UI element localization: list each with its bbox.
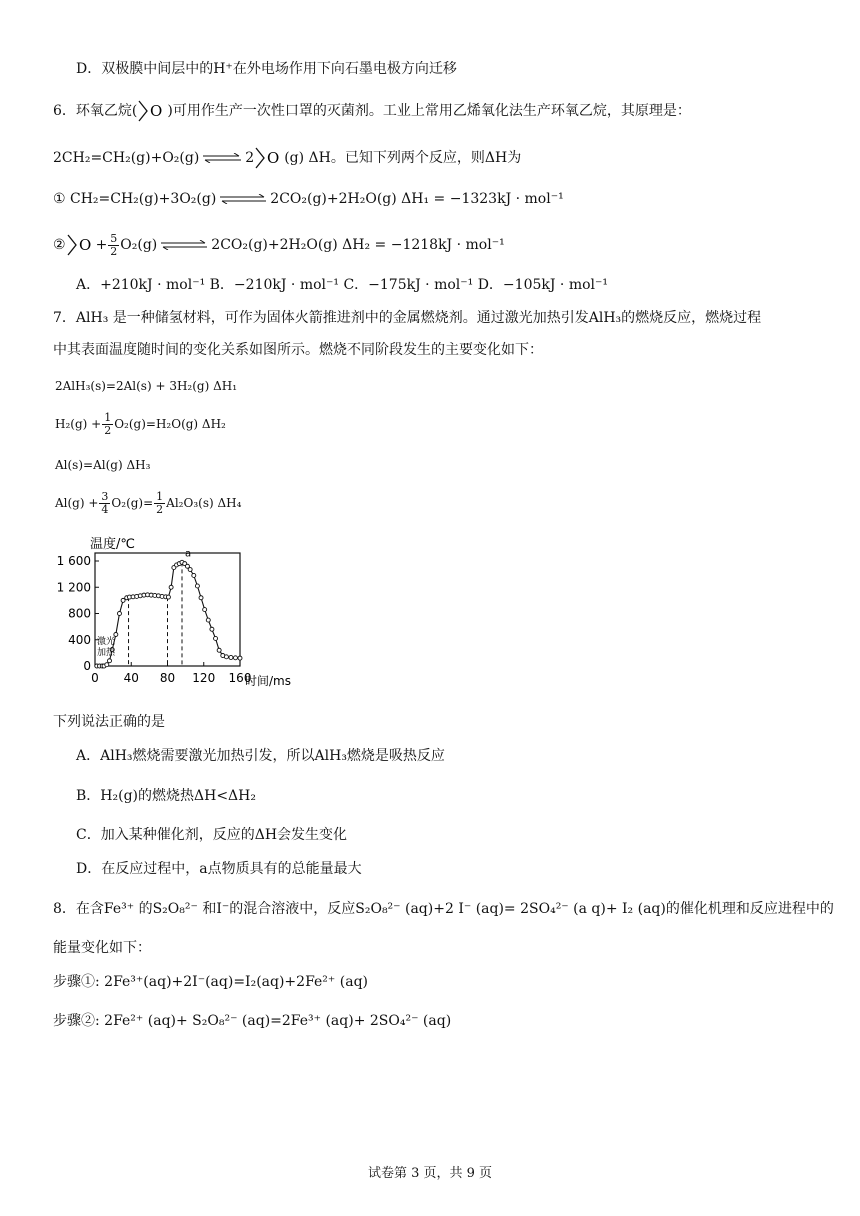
fraction-1-2: $\frac{1}{2}$ <box>104 411 112 437</box>
q6-reaction-1 <box>53 189 564 209</box>
y-tick-label: 400 <box>68 632 91 647</box>
q8-stem-2: 能量变化如下： <box>53 940 151 956</box>
data-point <box>114 633 118 637</box>
q5-option-d: D．双极膜中间层中的H⁺在外电场作用下向石墨电极方向迁移 <box>76 61 457 77</box>
r2-plus: + <box>95 237 108 253</box>
data-point <box>214 636 218 640</box>
q7-eq-4 <box>55 491 241 516</box>
data-point <box>105 663 109 667</box>
e2-left: H₂(g) + <box>55 417 102 431</box>
q6-text-b: )可用作生产一次性口罩的灭菌剂。工业上常用乙烯氧化法生产环氧乙烷，其原理是： <box>167 103 691 119</box>
svg-text:O: O <box>78 236 91 254</box>
data-point <box>169 585 173 589</box>
q6-text-a: 6．环氧乙烷( <box>53 103 138 119</box>
epoxide-ring-icon <box>137 98 167 124</box>
q6-reaction-2 <box>53 232 505 258</box>
q6-eq-coef: 2 <box>245 150 255 166</box>
e4-mid: O₂(g)= <box>111 496 154 510</box>
q8-stem-1: 8．在含Fe³⁺ 的S₂O₈²⁻ 和I⁻的混合溶液中，反应S₂O₈²⁻ (aq)+2 I⁻ (aq)= 2SO₄²⁻ (a q)+ I₂ (aq)的催化机理和反应进程中的 <box>53 901 834 917</box>
fraction-1-2-b: $\frac{1}{2}$ <box>156 490 164 516</box>
laser-label-1: 激光 <box>97 637 116 647</box>
point-a-label: a <box>185 548 192 560</box>
e4-left: Al(g) + <box>55 496 99 510</box>
fraction-5-2: $\frac{5}{2}$ <box>110 231 118 258</box>
data-point <box>229 655 233 659</box>
r1-right: 2CO₂(g)+2H₂O(g) ΔH₁ = −1323kJ · mol⁻¹ <box>270 191 564 207</box>
y-tick-label: 800 <box>68 606 91 621</box>
data-point <box>121 598 125 602</box>
equilibrium-arrow-icon <box>218 194 268 204</box>
equilibrium-arrow-icon <box>159 240 209 250</box>
svg-text:O: O <box>267 149 280 167</box>
q7-option-c: C．加入某种催化剂，反应的ΔH会发生变化 <box>76 827 348 843</box>
y-axis-label: 温度/℃ <box>90 537 135 552</box>
data-point <box>203 608 207 612</box>
data-point <box>192 573 196 577</box>
data-point <box>166 595 170 599</box>
temperature-time-chart <box>50 533 310 693</box>
y-tick-label: 1 600 <box>56 554 91 568</box>
q6-eq-left: 2CH₂=CH₂(g)+O₂(g) <box>53 150 200 166</box>
data-point <box>188 568 192 572</box>
q6-options: A．+210kJ · mol⁻¹ B．−210kJ · mol⁻¹ C．−175kJ · mol⁻¹ D．−105kJ · mol⁻¹ <box>76 277 609 293</box>
q7-option-d: D．在反应过程中，a点物质具有的总能量最大 <box>76 861 362 877</box>
equilibrium-arrow-icon <box>201 153 243 163</box>
epoxide-ring-icon <box>254 145 284 171</box>
q6-eq-right: (g) ΔH。已知下列两个反应，则ΔH为 <box>284 150 522 166</box>
ring-o-label: O <box>150 102 163 120</box>
r1-left: ① CH₂=CH₂(g)+3O₂(g) <box>53 191 217 207</box>
q8-step-2: 步骤②: 2Fe²⁺ (aq)+ S₂O₈²⁻ (aq)=2Fe³⁺ (aq)+ 2SO₄²⁻ (aq) <box>53 1013 452 1029</box>
x-tick-label: 40 <box>123 671 139 685</box>
q7-stem-1: 7．AlH₃ 是一种储氢材料，可作为固体火箭推进剂中的金属燃烧剂。通过激光加热引发AlH₃的燃烧反应，燃烧过程 <box>53 310 762 326</box>
q8-step-1: 步骤①: 2Fe³⁺(aq)+2I⁻(aq)=I₂(aq)+2Fe²⁺ (aq) <box>53 974 368 990</box>
data-point <box>195 584 199 588</box>
x-tick-label: 120 <box>192 671 216 685</box>
q6-line-1 <box>53 98 691 124</box>
x-axis-label: 时间/ms <box>245 674 291 688</box>
data-point <box>117 612 121 616</box>
data-point <box>108 659 112 663</box>
q7-question: 下列说法正确的是 <box>53 714 165 730</box>
r2-num: ② <box>53 237 66 253</box>
y-tick-label: 0 <box>83 659 91 673</box>
q7-eq-1: 2AlH₃(s)=2Al(s) + 3H₂(g) ΔH₁ <box>55 379 238 393</box>
q7-eq-3: Al(s)=Al(g) ΔH₃ <box>55 458 151 472</box>
laser-label-2: 加热 <box>97 648 116 658</box>
epoxide-ring-icon <box>66 232 96 258</box>
e4-right: Al₂O₃(s) ΔH₄ <box>166 496 242 510</box>
data-point <box>199 596 203 600</box>
data-point <box>217 648 221 652</box>
x-tick-label: 160 <box>228 671 252 685</box>
fraction-3-4: $\frac{3}{4}$ <box>101 490 109 516</box>
q7-eq-2 <box>55 412 226 437</box>
page-footer: 试卷第 3 页，共 9 页 <box>367 1166 493 1181</box>
q7-option-a: A．AlH₃燃烧需要激光加热引发，所以AlH₃燃烧是吸热反应 <box>76 748 445 764</box>
x-tick-label: 0 <box>91 671 99 685</box>
y-tick-label: 1 200 <box>56 580 91 595</box>
r2-o2: O₂(g) <box>120 237 158 253</box>
data-point <box>206 618 210 622</box>
x-tick-label: 80 <box>159 671 176 685</box>
data-point <box>238 656 242 660</box>
q6-line-2 <box>53 145 521 171</box>
data-point <box>224 655 228 659</box>
q7-stem-2: 中其表面温度随时间的变化关系如图所示。燃烧不同阶段发生的主要变化如下： <box>53 342 543 358</box>
data-point <box>210 627 214 631</box>
data-point <box>233 656 237 660</box>
q7-option-b: B．H₂(g)的燃烧热ΔH<ΔH₂ <box>76 788 256 804</box>
r2-right: 2CO₂(g)+2H₂O(g) ΔH₂ = −1218kJ · mol⁻¹ <box>211 237 505 253</box>
e2-right: O₂(g)=H₂O(g) ΔH₂ <box>114 417 226 431</box>
